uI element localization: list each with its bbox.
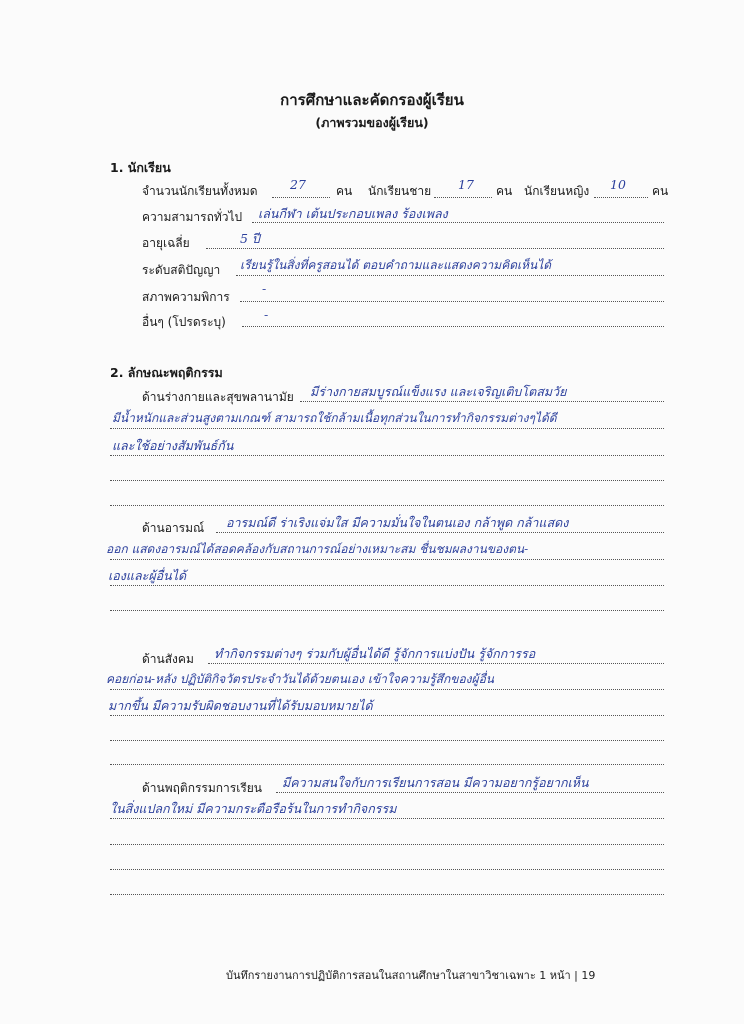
emotional-label: ด้านอารมณ์ (142, 521, 205, 535)
page-footer: บันทึกรายงานการปฏิบัติการสอนในสถานศึกษาในสาขาวิชาเฉพาะ 1 หน้า | 19 (226, 969, 596, 982)
learning-line-2: ในสิ่งแปลกใหม่ มีความกระตือรือร้นในการทำกิจกรรม (110, 801, 397, 816)
iq-value: เรียนรู้ในสิ่งที่ครูสอนได้ ตอบคำถามและแสดงความคิดเห็นได้ (240, 258, 552, 272)
emotional-dots-3 (110, 585, 664, 586)
male-unit: คน (496, 184, 513, 198)
social-line-2: คอยก่อน-หลัง ปฏิบัติกิจวัตรประจำวันได้ด้วยตนเอง เข้าใจความรู้สึกของผู้อื่น (106, 672, 494, 686)
emotional-dots-4 (110, 610, 664, 611)
emotional-line-1: อารมณ์ดี ร่าเริงแจ่มใส มีความมั่นใจในตนเอง กล้าพูด กล้าแสดง (226, 515, 569, 530)
section2-heading: 2. ลักษณะพฤติกรรม (110, 365, 223, 380)
female-dots (594, 197, 648, 198)
iq-dots (236, 275, 664, 276)
learning-dots-5 (110, 894, 664, 895)
female-value: 10 (610, 177, 626, 192)
disability-value: - (262, 281, 267, 296)
social-dots-2 (110, 689, 664, 690)
emotional-dots-2 (110, 559, 664, 560)
ability-value: เล่นกีฬา เต้นประกอบเพลง ร้องเพลง (258, 206, 448, 221)
physical-dots-4 (110, 480, 664, 481)
learning-line-1: มีความสนใจกับการเรียนการสอน มีความอยากรู้อยากเห็น (282, 775, 589, 790)
age-value: 5 ปี (240, 231, 260, 246)
page-subtitle: (ภาพรวมของผู้เรียน) (315, 115, 429, 130)
social-dots-4 (110, 740, 664, 741)
learning-dots-3 (110, 844, 664, 845)
age-dots (206, 248, 664, 249)
physical-dots-5 (110, 505, 664, 506)
female-unit: คน (652, 184, 669, 198)
other-dots (242, 326, 664, 327)
total-students-label: จำนวนนักเรียนทั้งหมด (142, 184, 258, 198)
learning-dots-4 (110, 869, 664, 870)
social-label: ด้านสังคม (142, 652, 194, 666)
physical-line-3: และใช้อย่างสัมพันธ์กัน (112, 438, 234, 453)
section1-heading: 1. นักเรียน (110, 160, 171, 175)
total-unit: คน (336, 184, 353, 198)
social-dots-5 (110, 764, 664, 765)
total-dots (272, 197, 330, 198)
physical-label: ด้านร่างกายและสุขพลานามัย (142, 390, 294, 404)
emotional-line-2: ออก แสดงอารมณ์ได้สอดคล้องกับสถานการณ์อย่างเหมาะสม ชื่นชมผลงานของตน- (106, 542, 529, 556)
female-label: นักเรียนหญิง (524, 184, 590, 198)
total-students-value: 27 (290, 177, 306, 192)
ability-label: ความสามารถทั่วไป (142, 210, 243, 224)
page-title: การศึกษาและคัดกรองผู้เรียน (280, 91, 464, 109)
other-label: อื่นๆ (โปรดระบุ) (142, 315, 226, 329)
learning-label: ด้านพฤติกรรมการเรียน (142, 781, 262, 795)
emotional-line-3: เองและผู้อื่นได้ (108, 568, 187, 583)
physical-line-2: มีน้ำหนักและส่วนสูงตามเกณฑ์ สามารถใช้กล้ามเนื้อทุกส่วนในการทำกิจกรรมต่างๆได้ดี (112, 411, 557, 425)
male-label: นักเรียนชาย (368, 184, 432, 198)
disability-label: สภาพความพิการ (142, 290, 230, 304)
male-dots (434, 197, 492, 198)
other-value: - (264, 307, 269, 322)
age-label: อายุเฉลี่ย (142, 236, 190, 250)
social-line-1: ทำกิจกรรมต่างๆ ร่วมกับผู้อื่นได้ดี รู้จักการแบ่งปัน รู้จักการรอ (214, 646, 536, 661)
iq-label: ระดับสติปัญญา (142, 263, 221, 277)
male-value: 17 (458, 177, 474, 192)
disability-dots (240, 301, 664, 302)
physical-line-1: มีร่างกายสมบูรณ์แข็งแรง และเจริญเติบโตสมวัย (310, 384, 567, 399)
social-line-3: มากขึ้น มีความรับผิดชอบงานที่ได้รับมอบหมายได้ (108, 698, 373, 713)
physical-dots-2 (110, 428, 664, 429)
